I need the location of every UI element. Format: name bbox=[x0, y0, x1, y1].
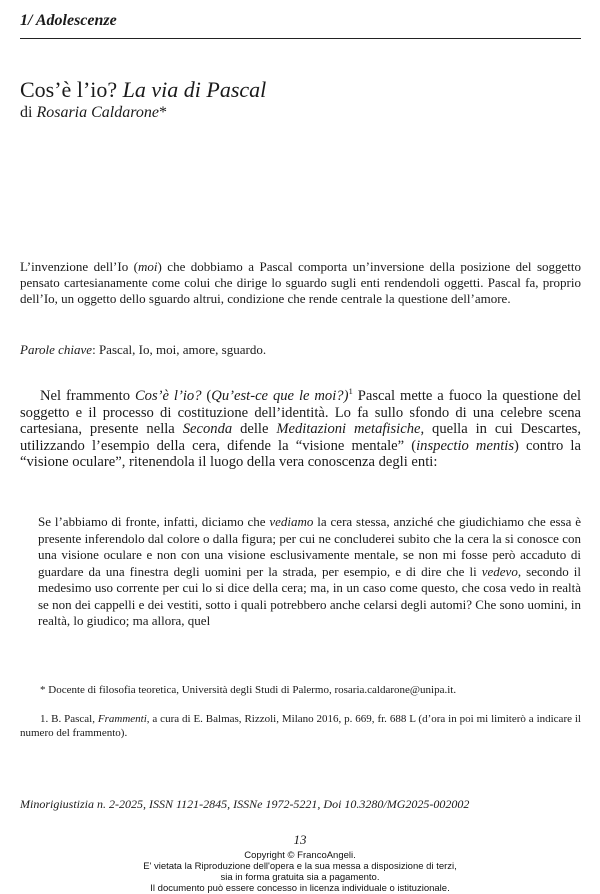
body-term: Qu’est-ce que le moi?) bbox=[211, 388, 349, 404]
keywords bbox=[20, 342, 581, 358]
body-text: ( bbox=[201, 388, 212, 404]
block-quote bbox=[38, 514, 581, 630]
body-text: Pascal mette a fuoco la questione del soggetto e il processo di costituzione dell’identità. Lo fa sullo sfondo di una celebre scena cartesiana, presente nella bbox=[20, 388, 581, 437]
copyright-line: sia in forma gratuita sia a pagamento. bbox=[220, 872, 380, 883]
quote-text: Se l’abbiamo di fronte, infatti, diciamo che bbox=[38, 514, 270, 529]
page-number: 13 bbox=[293, 832, 307, 847]
footnote-1 bbox=[20, 712, 581, 740]
footnote-text: , a cura di E. Balmas, Rizzoli, Milano 2016, p. 669, fr. 688 L (d’ora in poi mi limiterò a indicare il numero del frammento). bbox=[20, 713, 581, 739]
abstract-term: moi bbox=[138, 259, 158, 274]
body-text: Nel frammento bbox=[40, 388, 135, 404]
header-rule bbox=[20, 38, 581, 39]
body-paragraph bbox=[20, 388, 581, 471]
body-term: Seconda bbox=[182, 421, 233, 437]
body-term: Cos’è l’io? bbox=[134, 388, 202, 404]
author-marker: * bbox=[158, 104, 167, 121]
body-term: inspectio mentis bbox=[416, 437, 515, 454]
copyright-line: Il documento può essere concesso in licenza individuale o istituzionale. bbox=[150, 883, 450, 894]
article-title bbox=[20, 77, 266, 103]
abstract-text: L’invenzione dell’Io ( bbox=[20, 259, 139, 274]
title-main: Cos’è l’io? bbox=[20, 76, 118, 102]
author-prefix: di bbox=[20, 104, 33, 121]
author-line bbox=[20, 104, 167, 122]
body-text: delle bbox=[232, 421, 277, 437]
keywords-label: Parole chiave bbox=[20, 342, 93, 357]
copyright-line: E' vietata la Riproduzione dell'opera e la sua messa a disposizione di terzi, bbox=[143, 861, 457, 872]
abstract bbox=[20, 259, 581, 307]
footnote-author: * Docente di filosofia teoretica, Università degli Studi di Palermo, rosaria.caldarone@unipa.it. bbox=[40, 684, 457, 696]
footnote-title: Frammenti bbox=[97, 713, 147, 725]
keywords-text: : Pascal, Io, moi, amore, sguardo. bbox=[92, 342, 267, 357]
body-text: , quella in cui Descartes, utilizzando l’esempio della cera, difende la “visione mentale” ( bbox=[20, 421, 581, 454]
quote-text: la cera stessa, anziché che giudichiamo che essa è presente inferendolo dal colore o dalla figura; per cui ne concluderei subito che la cera la si conosce con una visione oculare e non con una visione esclusivamente mentale, se non mi fosse però accaduto di guardare da una finestra degli uomini per la strada, per esempio, e di dire che li bbox=[38, 514, 581, 579]
abstract-text: ) che dobbiamo a Pascal comporta un’inversione della posizione del soggetto pensato cartesianamente come colui che dirige lo sguardo sugli enti rendendoli oggetti. Pascal fa, proprio dell’Io, un oggetto dello sguardo altrui, condizione che rende centrale la questione dell’amore. bbox=[20, 259, 581, 306]
quote-term: vediamo bbox=[269, 514, 314, 529]
author-name: Rosaria Caldarone bbox=[36, 104, 159, 121]
journal-citation: Minorigiustizia n. 2-2025, ISSN 1121-2845, ISSNe 1972-5221, Doi 10.3280/MG2025-002002 bbox=[20, 797, 470, 811]
title-subtitle: La via di Pascal bbox=[122, 76, 267, 102]
copyright-notice bbox=[0, 850, 600, 894]
section-heading: 1/ Adolescenze bbox=[20, 12, 117, 29]
body-text: ) contro la “visione oculare”, ritenendola il luogo della vera conoscenza degli enti: bbox=[20, 437, 581, 470]
footnote-ref[interactable]: 1 bbox=[348, 386, 353, 397]
body-term: Meditazioni metafisiche bbox=[276, 421, 421, 437]
footnote-text: 1. B. Pascal, bbox=[40, 713, 98, 725]
quote-text: , secondo il medesimo uso corrente per cui lo si dice della cera; ma, in un caso come questo, che cosa vedo in realtà se non dei cappelli e dei vestiti, sotto i quali potrebbero anche celarsi degli automi? Che sono uomini, in realtà, lo giudico; ma allora, quel bbox=[38, 563, 581, 628]
quote-term: vedevo bbox=[481, 563, 518, 579]
copyright-line: Copyright © FrancoAngeli. bbox=[244, 850, 356, 861]
